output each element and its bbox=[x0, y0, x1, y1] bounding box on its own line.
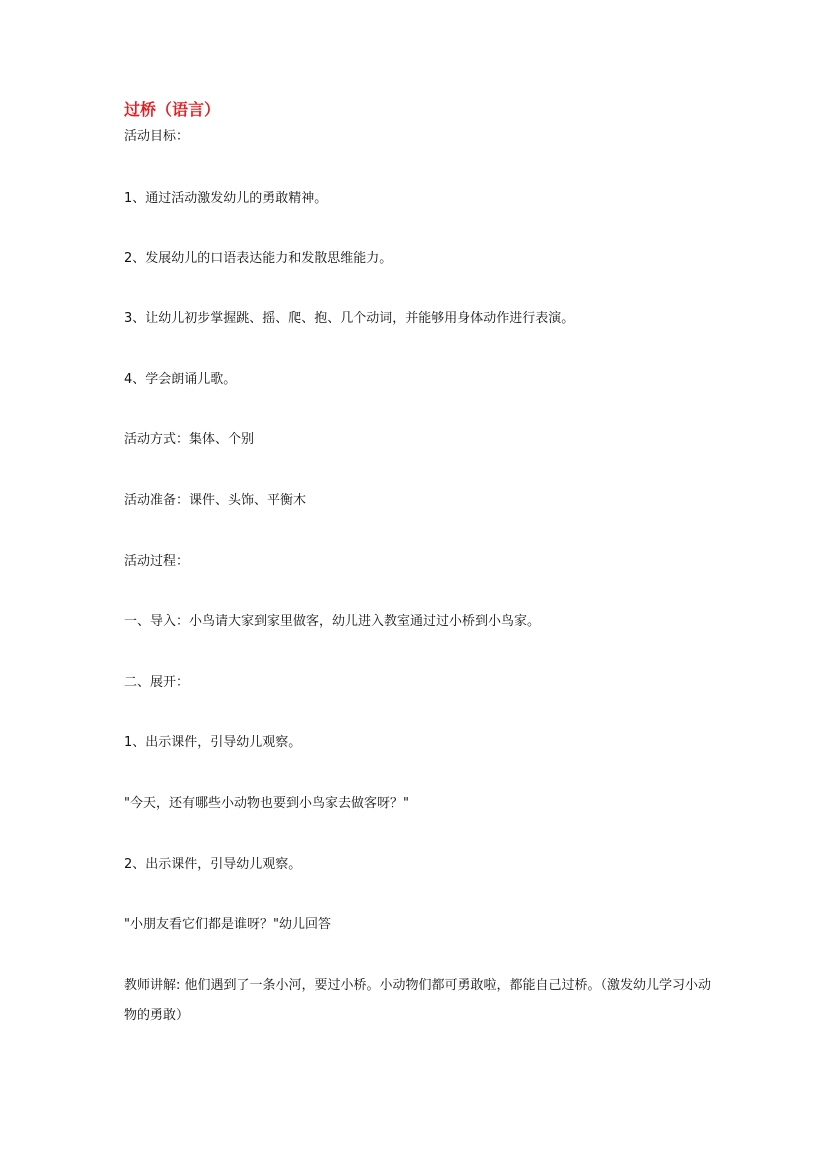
goal-item-2: 2、发展幼儿的口语表达能力和发散思维能力。 bbox=[124, 251, 393, 266]
goal-item-4: 4、学会朗诵儿歌。 bbox=[124, 372, 237, 387]
step-expand-2: 2、出示课件，引导幼儿观察。 bbox=[124, 857, 302, 872]
activity-preparation: 活动准备：课件、头饰、平衡木 bbox=[124, 493, 307, 508]
step-expand-1: 1、出示课件，引导幼儿观察。 bbox=[124, 735, 302, 750]
step-expand-heading: 二、展开： bbox=[124, 675, 190, 690]
process-heading: 活动过程： bbox=[124, 554, 190, 569]
goal-item-1: 1、通过活动激发幼儿的勇敢精神。 bbox=[124, 191, 328, 206]
goals-heading: 活动目标： bbox=[124, 129, 190, 144]
document-title: 过桥（语言） bbox=[124, 100, 221, 119]
step-intro: 一、导入：小鸟请大家到家里做客，幼儿进入教室通过过小桥到小鸟家。 bbox=[124, 614, 541, 629]
activity-method: 活动方式：集体、个别 bbox=[124, 432, 255, 447]
step-quote-2: "小朋友看它们都是谁呀？"幼儿回答 bbox=[124, 917, 331, 932]
teacher-explanation: 教师讲解: 他们遇到了一条小河，要过小桥。小动物们都可勇敢啦，都能自己过桥。（激发幼儿学习小动物的勇敢） bbox=[124, 978, 712, 1023]
step-quote-1: "今天，还有哪些小动物也要到小鸟家去做客呀？" bbox=[124, 796, 409, 811]
goal-item-3: 3、让幼儿初步掌握跳、摇、爬、抱、几个动词，并能够用身体动作进行表演。 bbox=[124, 311, 575, 326]
